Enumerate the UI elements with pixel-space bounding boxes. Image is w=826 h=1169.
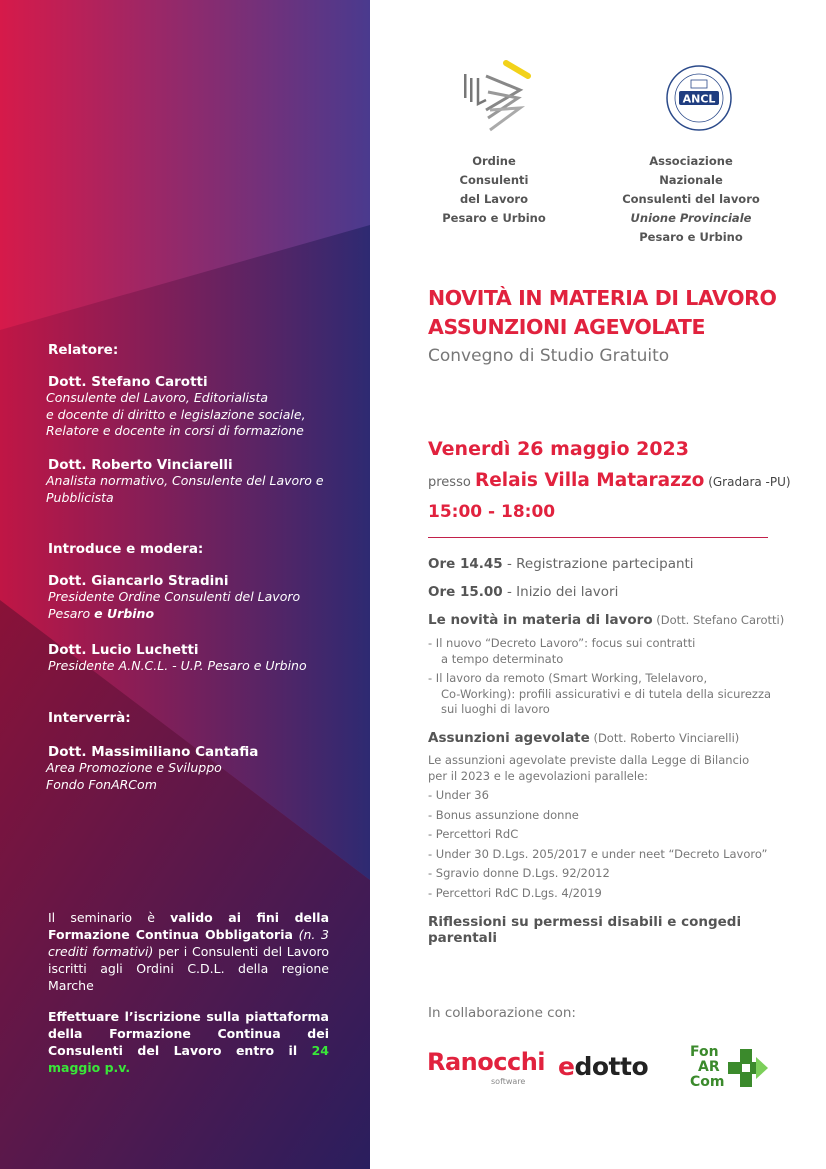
program-final: Riflessioni su permessi disabili e congedi parentali — [428, 914, 742, 946]
intro-line: Le assunzioni agevolate previste dalla Legge di Bilancio — [428, 753, 750, 767]
list-item: - Bonus assunzione donne — [428, 807, 579, 822]
list-item: - Under 30 D.Lgs. 205/2017 e under neet “Decreto Lavoro” — [428, 846, 768, 861]
guest-role: Fondo FonARCom — [46, 776, 157, 792]
moderator-name: Dott. Lucio Luchetti — [48, 642, 199, 658]
ranocchi-logo-text: Ranocchi — [427, 1048, 546, 1076]
list-item: - Sgravio donne D.Lgs. 92/2012 — [428, 866, 610, 880]
relatore-heading: Relatore: — [48, 342, 119, 358]
program-time: Ore 15.00 — [428, 584, 503, 600]
event-subtitle: Convegno di Studio Gratuito — [428, 346, 670, 366]
org1-line: del Lavoro — [459, 192, 529, 206]
moderator-role — [48, 606, 348, 623]
venue-location: (Gradara -PU) — [704, 475, 791, 489]
program-text: - Inizio dei lavori — [502, 584, 619, 600]
venue-name: Relais Villa Matarazzo — [474, 470, 705, 491]
list-item: - Percettori RdC D.Lgs. 4/2019 — [428, 885, 602, 900]
program-start — [428, 584, 788, 600]
moderator-lucio-luchetti — [48, 642, 348, 675]
event-time: 15:00 - 18:00 — [428, 502, 556, 522]
credits-italic: (n. 3 crediti formativi) — [48, 927, 329, 959]
section2-list — [428, 788, 788, 901]
left-panel — [0, 0, 370, 1169]
section2-intro — [428, 753, 788, 784]
ancl-logo-icon — [665, 64, 733, 132]
list-item: - Under 36 — [428, 788, 489, 802]
credits-text: per i Consulenti del Lavoro iscritti agli Ordini C.D.L. della regione Marche — [48, 944, 329, 993]
program-text: - Registrazione partecipanti — [502, 556, 694, 572]
registration-text: Effettuare l’iscrizione sulla piattaforma della Formazione Continua dei Consulenti del Lavoro entro il — [48, 1009, 329, 1058]
credits-paragraph — [48, 909, 329, 994]
fonarcom-logo — [690, 1043, 770, 1093]
moderator-giancarlo-stradini — [48, 573, 348, 622]
moderator-role-part: Pesaro — [48, 605, 95, 621]
guest-name: Dott. Massimiliano Cantafia — [48, 744, 259, 760]
bullet-line: - Il nuovo “Decreto Lavoro”: focus sui contratti — [428, 636, 696, 650]
guest-massimiliano-cantafia — [48, 744, 348, 793]
bullet-line: - Il lavoro da remoto (Smart Working, Telelavoro, — [428, 671, 708, 685]
moderator-heading: Introduce e modera: — [48, 541, 204, 557]
org1-line: Ordine Consulenti — [459, 154, 529, 187]
speaker-roberto-vinciarelli — [48, 457, 348, 506]
section1-bullets — [428, 636, 788, 718]
section-title-text: Assunzioni agevolate — [428, 730, 590, 746]
event-date: Venerdì 26 maggio 2023 — [428, 438, 689, 460]
plus-arrow-icon — [728, 1049, 768, 1089]
event-title — [428, 284, 777, 342]
bullet-line: sui luoghi di lavoro — [441, 702, 550, 716]
event-title-line1: NOVITÀ IN MATERIA DI LAVORO — [428, 286, 777, 310]
intro-line: per il 2023 e le agevolazioni parallele: — [428, 768, 649, 783]
edotto-logo — [558, 1052, 648, 1081]
moderator-role: Presidente A.N.C.L. - U.P. Pesaro e Urbino — [48, 658, 307, 673]
divider — [428, 537, 768, 538]
credits-bold: valido ai fini della Formazione Continua Obbligatoria — [48, 910, 329, 942]
org2-line: Associazione Nazionale — [649, 154, 733, 187]
bullet-line: Co-Working): profili assicurativi e di tutela della sicurezza — [441, 686, 772, 701]
speaker-role: Consulente del Lavoro, Editorialista — [46, 390, 269, 405]
speaker-name: Dott. Roberto Vinciarelli — [48, 457, 233, 473]
speaker-role: Relatore e docente in corsi di formazione — [46, 423, 304, 438]
section-speaker: (Dott. Roberto Vinciarelli) — [589, 731, 740, 745]
org2-line: Pesaro e Urbino — [639, 230, 743, 244]
collaboration-label: In collaborazione con: — [428, 1005, 576, 1021]
program-registration — [428, 556, 788, 572]
ranocchi-logo-subtext: software — [491, 1077, 526, 1086]
credits-text: Il seminario è — [48, 910, 171, 925]
guest-heading: Interverrà: — [48, 710, 131, 726]
org2-name — [618, 152, 764, 247]
fonarcom-logo-text: AR — [698, 1059, 720, 1075]
speaker-role: Analista normativo, Consulente del Lavoro e — [46, 473, 324, 488]
moderator-name: Dott. Giancarlo Stradini — [48, 573, 229, 589]
list-item: - Percettori RdC — [428, 827, 519, 841]
program-time: Ore 14.45 — [428, 556, 503, 572]
ranocchi-logo — [427, 1048, 546, 1086]
speaker-role: Pubblicista — [46, 489, 114, 505]
guest-role: Area Promozione e Sviluppo — [46, 760, 222, 775]
ordine-consulenti-logo-icon — [460, 60, 532, 134]
section1-title — [428, 612, 788, 628]
section-speaker: (Dott. Stefano Carotti) — [652, 613, 785, 627]
speaker-stefano-carotti — [48, 374, 348, 440]
event-venue — [428, 470, 791, 491]
org1-line: Pesaro e Urbino — [442, 211, 546, 225]
venue-prefix: presso — [428, 475, 475, 490]
moderator-role-bold: e Urbino — [94, 605, 155, 621]
section2-title — [428, 730, 788, 746]
ancl-logo-text: ANCL — [682, 92, 716, 106]
speaker-role: e docente di diritto e legislazione sociale, — [46, 406, 306, 422]
edotto-logo-e: e — [558, 1052, 575, 1081]
moderator-role: Presidente Ordine Consulenti del Lavoro — [48, 589, 301, 604]
registration-deadline: 24 maggio p.v. — [48, 1043, 329, 1075]
fonarcom-logo-text: Fon — [690, 1044, 719, 1060]
section-title-text: Le novità in materia di lavoro — [428, 612, 653, 628]
event-title-line2: ASSUNZIONI AGEVOLATE — [428, 315, 706, 339]
speaker-name: Dott. Stefano Carotti — [48, 374, 208, 390]
org2-line-italic: Unione Provinciale — [630, 211, 752, 225]
org1-name — [438, 152, 550, 228]
bullet-line: a tempo determinato — [441, 651, 564, 666]
fonarcom-logo-text: Com — [690, 1074, 725, 1090]
registration-paragraph — [48, 1008, 329, 1076]
edotto-logo-text: dotto — [574, 1052, 649, 1081]
org2-line: Consulenti del lavoro — [622, 192, 760, 206]
